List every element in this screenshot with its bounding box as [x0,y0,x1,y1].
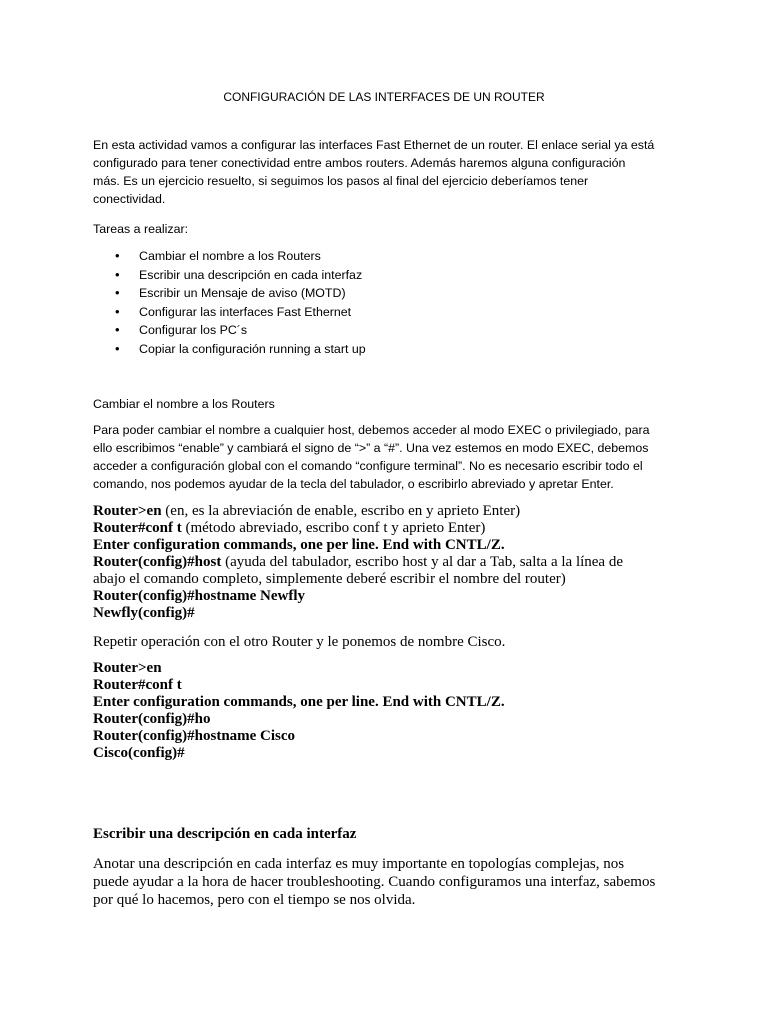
bullet-icon: • [115,322,120,337]
intro-line: En esta actividad vamos a configurar las interfaces Fast Ethernet de un router. El enlace serial ya está [93,138,655,152]
section-heading-rename: Cambiar el nombre a los Routers [93,397,275,411]
bullet-icon: • [115,303,120,319]
paragraph-line: ello escribimos “enable” y cambiará el signo de “>” a “#”. Una vez estemos en modo EXEC, debemos [93,441,649,455]
command-line: Router(config)#host (ayuda del tabulador, escribo host y al dar a Tab, salta a la línea de [93,554,623,570]
command-line: Enter configuration commands, one per line. End with CNTL/Z. [93,694,505,710]
command-line: Router(config)#hostname Newfly [93,588,306,604]
intro-line: más. Es un ejercicio resuelto, si seguimos los pasos al final del ejercicio deberíamos tener [93,174,589,188]
command-line: Router(config)#ho [93,711,211,727]
list-item: • Cambiar el nombre a los Routers [93,247,366,266]
command-line: Router(config)#hostname Cisco [93,728,296,744]
description-paragraph [93,855,693,909]
paragraph-line: Para poder cambiar el nombre a cualquier host, debemos acceder al modo EXEC o privilegiado, para [93,423,650,437]
command-block-2 [93,660,693,762]
bullet-icon: • [115,266,120,282]
task-list [93,247,366,358]
paragraph-line: puede ayudar a la hora de hacer troubleshooting. Cuando configuramos una interfaz, sabemos [93,874,656,890]
command-line: abajo el comando completo, simplemente deberé escribir el nombre del router) [93,571,566,587]
list-item: • Escribir un Mensaje de aviso (MOTD) [93,284,366,303]
list-item: • Configurar las interfaces Fast Ethernet [93,303,366,322]
bullet-icon: • [115,248,120,263]
command-line: Cisco(config)# [93,745,185,761]
list-item: • Escribir una descripción en cada interfaz [93,266,366,285]
command-line: Router>en (en, es la abreviación de enable, escribo en y aprieto Enter) [93,503,521,519]
tasks-heading: Tareas a realizar: [93,222,189,236]
list-item: • Copiar la configuración running a start up [93,340,366,359]
bullet-icon: • [115,340,120,356]
paragraph-line: Anotar una descripción en cada interfaz es muy importante en topologías complejas, nos [93,856,625,872]
intro-line: conectividad. [93,192,166,206]
intro-paragraph [93,136,678,208]
section-heading-description: Escribir una descripción en cada interfaz [93,826,357,842]
command-line: Router#conf t [93,677,182,693]
document-title: CONFIGURACIÓN DE LAS INTERFACES DE UN ROUTER [223,90,545,104]
paragraph-line: comando, nos podemos ayudar de la tecla del tabulador, o escribirlo abreviado y apretar Enter. [93,477,614,491]
command-line: Enter configuration commands, one per line. End with CNTL/Z. [93,537,505,553]
command-line: Newfly(config)# [93,605,195,621]
command-line: Router#conf t (método abreviado, escribo conf t y aprieto Enter) [93,520,486,536]
intro-line: configurado para tener conectividad entre ambos routers. Además haremos alguna configuración [93,156,626,170]
bullet-icon: • [115,285,120,300]
paragraph-line: por qué lo hacemos, pero con el tiempo se nos olvida. [93,892,416,908]
repeat-instruction: Repetir operación con el otro Router y le ponemos de nombre Cisco. [93,634,506,650]
rename-paragraph [93,421,678,493]
paragraph-line: acceder a configuración global con el comando “configure terminal”. No es necesario escribir todo el [93,459,643,473]
list-item: • Configurar los PC´s [93,321,366,340]
command-line: Router>en [93,660,162,676]
command-block-1 [93,503,693,622]
